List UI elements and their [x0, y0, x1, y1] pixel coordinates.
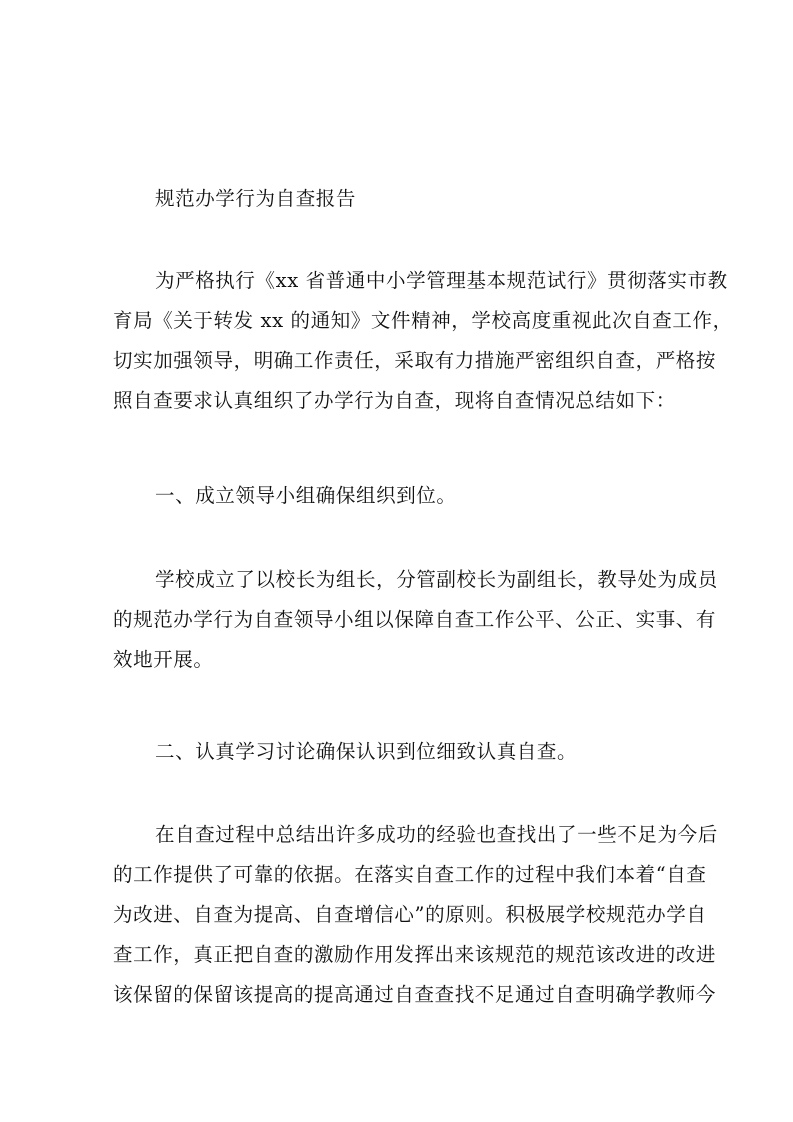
paragraph-line: 的规范办学行为自查领导小组以保障自查工作公平、公正、实事、有	[113, 608, 717, 631]
paragraph-line: 学校成立了以校长为组长，分管副校长为副组长，教导处为成员	[155, 568, 718, 591]
paragraph-line: 为严格执行《xx 省普通中小学管理基本规范试行》贯彻落实市教	[155, 269, 728, 292]
paragraph-line: 育局《关于转发 xx 的通知》文件精神，学校高度重视此次自查工作，	[113, 309, 733, 332]
paragraph-line: 为改进、自查为提高、自查增信心”的原则。积极展学校规范办学自	[113, 903, 707, 926]
section-heading-2: 二、认真学习讨论确保认识到位细致认真自查。	[155, 740, 578, 763]
paragraph-line: 切实加强领导，明确工作责任，采取有力措施严密组织自查，严格按	[113, 349, 717, 372]
section-heading-1: 一、成立领导小组确保组织到位。	[155, 484, 457, 507]
paragraph-line: 该保留的保留该提高的提高通过自查查找不足通过自查明确学教师今	[113, 983, 717, 1006]
document-title: 规范办学行为自查报告	[155, 187, 357, 210]
paragraph-line: 效地开展。	[113, 648, 214, 671]
paragraph-line: 照自查要求认真组织了办学行为自查，现将自查情况总结如下：	[113, 389, 676, 412]
paragraph-line: 的工作提供了可靠的依据。在落实自查工作的过程中我们本着“自查	[113, 863, 707, 886]
paragraph-line: 在自查过程中总结出许多成功的经验也查找出了一些不足为今后	[155, 823, 718, 846]
paragraph-line: 查工作，真正把自查的激励作用发挥出来该规范的规范该改进的改进	[113, 943, 717, 966]
